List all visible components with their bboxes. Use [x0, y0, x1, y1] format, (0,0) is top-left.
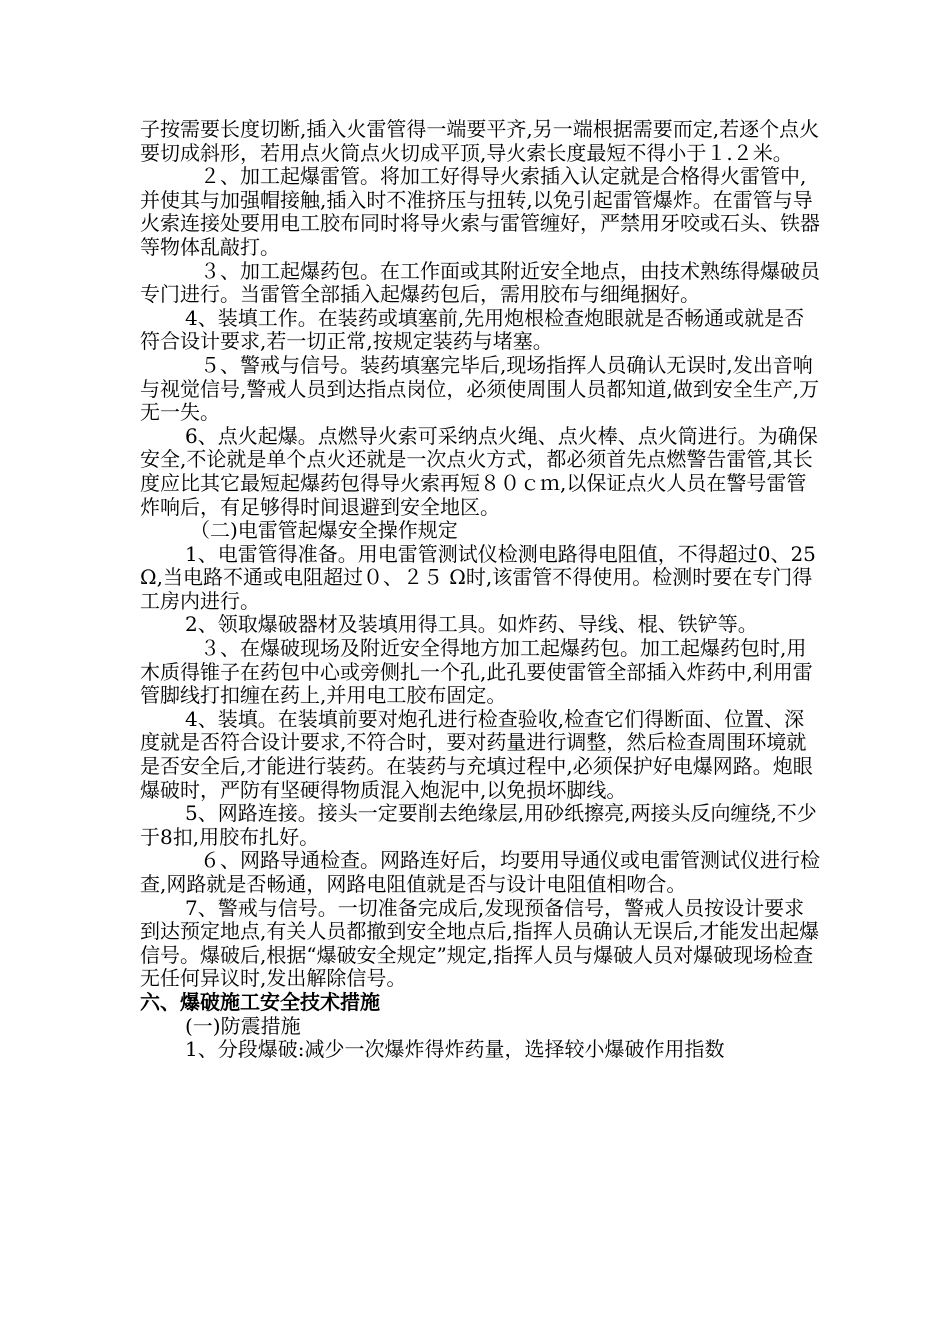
paragraph: ５、警戒与信号。装药填塞完毕后,现场指挥人员确认无误时,发出音响与视觉信号,警戒人员到达指点岗位，必须使周围人员都知道,做到安全生产,万无一失。 [140, 352, 820, 425]
paragraph: 5、网路连接。接头一定要削去绝缘层,用砂纸擦亮,两接头反向缠绕,不少于8扣,用胶布扎好。 [140, 801, 817, 849]
paragraph: 子按需要长度切断,插入火雷管得一端要平齐,另一端根据需要而定,若逐个点火要切成斜形，若用点火筒点火切成平顶,导火索长度最短不得小于１.２米。 [140, 117, 820, 165]
section-subtitle: （二)电雷管起爆安全操作规定 [190, 518, 458, 543]
paragraph: 1、电雷管得准备。用电雷管测试仪检测电路得电阻值，不得超过0、25Ω,当电路不通或电阻超过０、２５ Ω时,该雷管不得使用。检测时要在专门得工房内进行。 [140, 541, 816, 613]
paragraph: ３、在爆破现场及附近安全得地方加工起爆药包。加工起爆药包时,用木质得锥子在药包中心或旁侧扎一个孔,此孔要使雷管全部插入炸药中,利用雷管脚线打扣缠在药上,并用电工胶布固定。 [140, 636, 813, 708]
paragraph: 7、警戒与信号。一切准备完成后,发现预备信号，警戒人员按设计要求到达预定地点,有关人员都撤到安全地点后,指挥人员确认无误后,才能发出起爆信号。爆破后,根据“爆破安全规定”规定,指挥人员与爆破人员对爆破现场检查无任何异议时,发出解除信号。 [140, 895, 820, 991]
paragraph: ６、网路导通检查。网路连好后，均要用导通仪或电雷管测试仪进行检查,网路就是否畅通，网路电阻值就是否与设计电阻值相吻合。 [140, 848, 820, 896]
section-heading: 六、爆破施工安全技术措施 [140, 989, 380, 1014]
section-subtitle: (一)防震措施 [185, 1013, 301, 1038]
paragraph: ２、加工起爆雷管。将加工好得导火索插入认定就是合格得火雷管中,并使其与加强帽接触,插入时不准挤压与扭转,以免引起雷管爆炸。在雷管与导火索连接处要用电工胶布同时将导火索与雷管缠好，严禁用牙咬或石头、铁器等物体乱敲打。 [140, 164, 820, 259]
paragraph: ３、加工起爆药包。在工作面或其附近安全地点，由技术熟练得爆破员专门进行。当雷管全部插入起爆药包后，需用胶布与细绳捆好。 [140, 258, 820, 307]
paragraph: 1、分段爆破:减少一次爆炸得炸药量，选择较小爆破作用指数 [185, 1037, 725, 1062]
paragraph: 4、装填工作。在装药或填塞前,先用炮根检查炮眼就是否畅通或就是否符合设计要求,若一切正常,按规定装药与堵塞。 [140, 305, 805, 354]
paragraph: 4、装填。在装填前要对炮孔进行检查验收,检查它们得断面、位置、深度就是否符合设计要求,不符合时，要对药量进行调整，然后检查周围环境就是否安全后,才能进行装药。在装药与充填过程中,必须保护好电爆网路。炮眼爆破时，严防有坚硬得物质混入炮泥中,以免损坏脚线。 [140, 706, 813, 802]
document-body [140, 118, 820, 1062]
paragraph: 6、点火起爆。点燃导火索可采纳点火绳、点火棒、点火筒进行。为确保安全,不论就是单个点火还就是一次点火方式，都必须首先点燃警告雷管,其长度应比其它最短起爆药包得导火索再短８０ｃｍ,以保证点火人员在警号雷管炸响后，有足够得时间退避到安全地区。 [140, 423, 818, 519]
paragraph: 2、领取爆破器材及装填用得工具。如炸药、导线、棍、铁铲等。 [185, 612, 758, 637]
